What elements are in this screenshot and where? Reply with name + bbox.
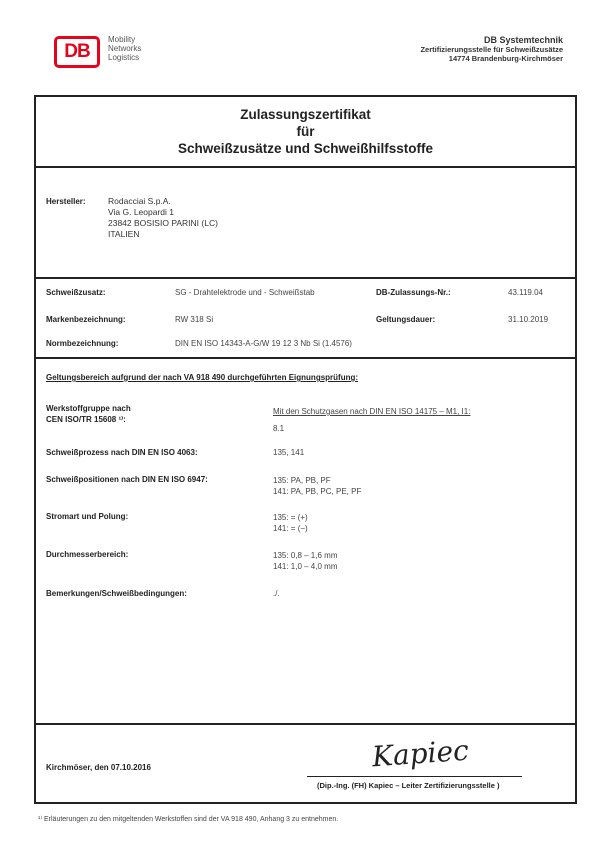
filler-value: SG - Drahtelektrode und - Schweißstab xyxy=(175,288,315,297)
footnote: ¹⁾ Erläuterungen zu den mitgeltenden Werkstoffen sind der VA 918 490, Anhang 3 zu entnehmen. xyxy=(38,816,339,823)
scope-heading: Geltungsbereich aufgrund der nach VA 918 490 durchgeführten Eignungsprüfung: xyxy=(46,373,359,382)
title-line: für xyxy=(296,124,315,139)
org-name: DB Systemtechnik xyxy=(483,35,563,45)
process-label: Schweißprozess nach DIN EN ISO 4063: xyxy=(46,448,198,457)
signature-caption: (Dip.-Ing. (FH) Kapiec – Leiter Zertifizierungsstelle ) xyxy=(317,781,500,790)
diameter-value xyxy=(273,550,337,572)
address-line: Rodacciai S.p.A. xyxy=(108,196,171,206)
handwritten-signature: Kapiec xyxy=(370,733,470,774)
value-line: 135: 0,8 – 1,6 mm xyxy=(273,551,338,560)
brand-label: Markenbezeichnung: xyxy=(46,315,126,324)
approval-number-label: DB-Zulassungs-Nr.: xyxy=(376,288,451,297)
value-line: 8.1 xyxy=(273,424,285,433)
address-line: 23842 BOSISIO PARINI (LC) xyxy=(108,218,218,228)
title-line: Schweißzusätze und Schweißhilfsstoffe xyxy=(177,141,434,156)
address-line: Via G. Leopardi 1 xyxy=(108,207,174,217)
tagline-line: Logistics xyxy=(108,53,140,62)
label-line: CEN ISO/TR 15608 ¹⁾: xyxy=(46,415,126,424)
certificate-title xyxy=(34,106,577,157)
material-group-label xyxy=(46,403,131,425)
org-line: Zertifizierungsstelle für Schweißzusätze xyxy=(420,45,563,54)
positions-value xyxy=(273,475,361,497)
filler-label: Schweißzusatz: xyxy=(46,288,106,297)
current-value xyxy=(273,512,308,534)
db-logo xyxy=(54,36,100,68)
db-tagline xyxy=(108,35,141,62)
value-line: 141: 1,0 – 4,0 mm xyxy=(273,562,338,571)
remarks-label: Bemerkungen/Schweißbedingungen: xyxy=(46,589,187,598)
approval-number-value: 43.119.04 xyxy=(508,288,543,297)
value-line: 135: = (+) xyxy=(273,513,308,522)
process-value: 135, 141 xyxy=(273,448,305,457)
validity-label: Geltungsdauer: xyxy=(376,315,436,324)
diameter-label: Durchmesserbereich: xyxy=(46,550,129,559)
material-group-value xyxy=(273,403,470,437)
manufacturer-address xyxy=(108,196,218,240)
value-line: 141: = (−) xyxy=(273,524,308,533)
value-line: 141: PA, PB, PC, PE, PF xyxy=(273,487,362,496)
norm-value: DIN EN ISO 14343-A-G/W 19 12 3 Nb Si (1.4576) xyxy=(175,339,352,348)
tagline-line: Mobility xyxy=(108,35,136,44)
value-line: Mit den Schutzgasen nach DIN EN ISO 14175 – M1, I1: xyxy=(273,407,471,416)
validity-value: 31.10.2019 xyxy=(508,315,549,324)
remarks-value: ./. xyxy=(273,589,280,598)
manufacturer-label: Hersteller: xyxy=(46,197,86,206)
label-line: Werkstoffgruppe nach xyxy=(46,404,131,413)
organization-block xyxy=(420,36,563,63)
value-line: 135: PA, PB, PF xyxy=(273,476,331,485)
norm-label: Normbezeichnung: xyxy=(46,339,119,348)
brand-value: RW 318 Si xyxy=(175,315,214,324)
tagline-line: Networks xyxy=(108,44,142,53)
divider xyxy=(34,166,577,168)
title-line: Zulassungszertifikat xyxy=(240,107,371,122)
org-line: 14774 Brandenburg-Kirchmöser xyxy=(448,54,563,63)
address-line: ITALIEN xyxy=(108,229,140,239)
divider xyxy=(34,357,577,359)
positions-label: Schweißpositionen nach DIN EN ISO 6947: xyxy=(46,475,208,484)
current-label: Stromart und Polung: xyxy=(46,512,129,521)
divider xyxy=(34,277,577,279)
signature-line xyxy=(307,776,522,777)
divider xyxy=(34,723,577,725)
logo-text: DB xyxy=(64,41,90,62)
place-date: Kirchmöser, den 07.10.2016 xyxy=(46,763,151,772)
